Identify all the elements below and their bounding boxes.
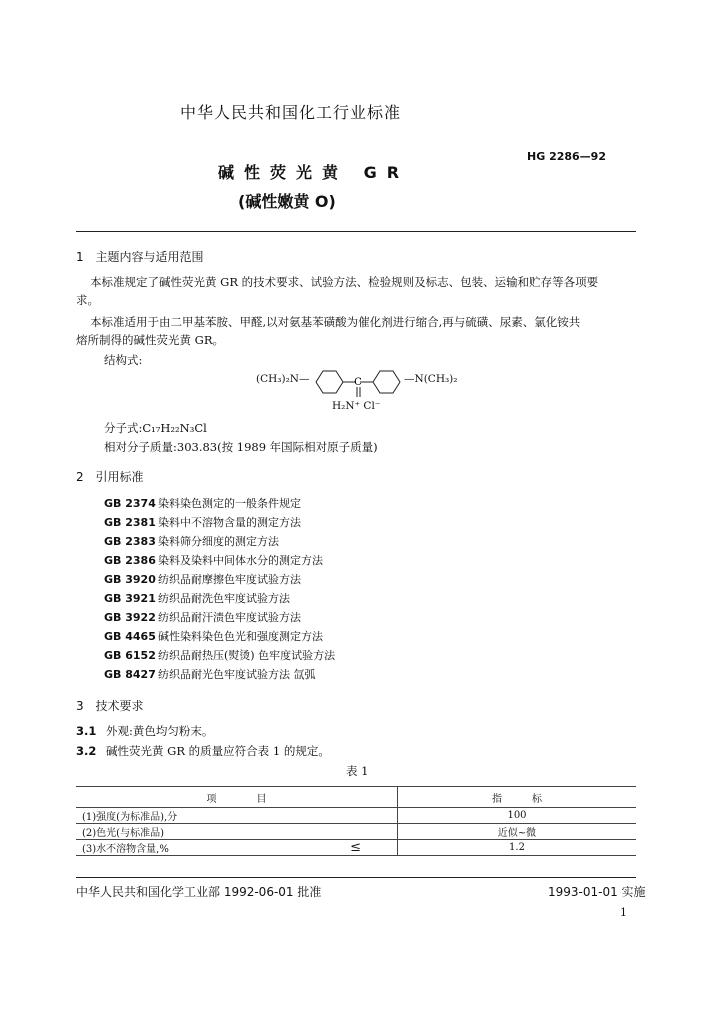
standard-row (104, 514, 301, 532)
section1-para1-line2: 求。 (76, 293, 99, 307)
standard-row (104, 552, 323, 570)
table-item-cell (76, 840, 398, 856)
standard-code: HG 2286—92 (527, 150, 606, 163)
section1-heading (76, 248, 203, 265)
page-number: 1 (620, 906, 627, 919)
standard-name-cell: 染料染色测定的一般条件规定 (158, 497, 301, 510)
section3-heading (76, 697, 143, 714)
standard-row (104, 647, 335, 665)
section1-title: 主题内容与适用范围 (95, 250, 204, 264)
section1-para2-line2: 熔所制得的碱性荧光黄 GR。 (76, 333, 224, 347)
table-item-text: (1)强度(为标准品),分 (82, 812, 178, 823)
structure-bottom-group: H₂N⁺ Cl⁻ (332, 400, 381, 412)
standard-name-cell: 纺织品耐洗色牢度试验方法 (158, 592, 290, 605)
structure-left-group: (CH₃)₂N— (256, 373, 310, 385)
structure-label: 结构式: (104, 353, 143, 367)
table-sign: ≤ (350, 840, 361, 855)
effective-date: 1993-01-01 实施 (548, 885, 646, 899)
table-row (76, 840, 636, 856)
table-row (76, 808, 636, 824)
standard-row (104, 666, 316, 684)
standard-name-cell: 染料中不溶物含量的测定方法 (158, 516, 301, 529)
standard-code-cell: GB 4465 (104, 630, 156, 643)
title-divider (76, 231, 636, 232)
standard-row (104, 628, 323, 646)
table-header-row (76, 787, 636, 808)
standard-name-cell: 染料及染料中间体水分的测定方法 (158, 554, 323, 567)
document-title: 碱性荧光黄 GR (218, 163, 410, 182)
document-subtitle: (碱性嫩黄 O) (238, 192, 336, 211)
clause-3-2-text: 碱性荧光黄 GR 的质量应符合表 1 的规定。 (106, 744, 330, 758)
approval-line: 中华人民共和国化学工业部 1992-06-01 批准 (76, 885, 322, 899)
clause-3-2 (76, 742, 330, 760)
clause-3-1-text: 外观:黄色均匀粉末。 (106, 724, 214, 738)
section1-number: 1 (76, 250, 84, 264)
standard-code-cell: GB 2386 (104, 554, 156, 567)
svg-text:C: C (354, 377, 362, 388)
table-caption: 表 1 (346, 764, 369, 778)
structure-diagram (312, 367, 404, 397)
standard-name-cell: 纺织品耐汗渍色牢度试验方法 (158, 611, 301, 624)
footer-divider (76, 877, 636, 878)
section2-heading (76, 468, 143, 485)
standard-code-cell: GB 2374 (104, 497, 156, 510)
table-item-cell (76, 824, 398, 840)
standard-name-cell: 纺织品耐光色牢度试验方法 氙弧 (158, 668, 316, 681)
standard-row (104, 495, 301, 513)
table-item-text: (3)水不溶物含量,% (82, 844, 169, 855)
standard-row (104, 609, 301, 627)
molecular-weight: 相对分子质量:303.83(按 1989 年国际相对原子质量) (104, 440, 378, 454)
standard-code-cell: GB 2381 (104, 516, 156, 529)
section3-title: 技术要求 (95, 699, 144, 713)
section2-number: 2 (76, 470, 84, 484)
molecular-formula: 分子式:C₁₇H₂₂N₃Cl (104, 421, 207, 435)
clause-3-1 (76, 722, 213, 740)
table-value-cell: 100 (398, 808, 637, 824)
clause-3-1-number: 3.1 (76, 724, 97, 738)
table-header-value: 指 标 (398, 787, 637, 808)
structure-right-group: —N(CH₃)₂ (404, 373, 458, 385)
standard-name-cell: 染料筛分细度的测定方法 (158, 535, 279, 548)
standard-code-cell: GB 2383 (104, 535, 156, 548)
standard-code-cell: GB 3921 (104, 592, 156, 605)
standard-row (104, 590, 290, 608)
quality-table (76, 786, 636, 856)
table-item-text: (2)色光(与标准品) (82, 828, 164, 839)
section1-para2-line1: 本标准适用于由二甲基苯胺、甲醛,以对氨基苯磺酸为催化剂进行缩合,再与硫磺、尿素、氯化铵共 (90, 315, 581, 329)
standard-name-cell: 碱性染料染色色光和强度测定方法 (158, 630, 323, 643)
table-header-item: 项 目 (76, 787, 398, 808)
section1-para1-line1: 本标准规定了碱性荧光黄 GR 的技术要求、试验方法、检验规则及标志、包装、运输和贮存等各项要 (90, 275, 599, 289)
standard-name-cell: 纺织品耐摩擦色牢度试验方法 (158, 573, 301, 586)
table-value-cell: 近似~微 (398, 824, 637, 840)
clause-3-2-number: 3.2 (76, 744, 97, 758)
standard-code-cell: GB 8427 (104, 668, 156, 681)
section2-title: 引用标准 (95, 470, 144, 484)
section3-number: 3 (76, 699, 84, 713)
standard-row (104, 533, 279, 551)
standard-code-cell: GB 3920 (104, 573, 156, 586)
standard-code-cell: GB 6152 (104, 649, 156, 662)
table-item-cell (76, 808, 398, 824)
standard-row (104, 571, 301, 589)
table-value-cell: 1.2 (398, 840, 637, 856)
standard-name-cell: 纺织品耐热压(熨烫) 色牢度试验方法 (158, 649, 336, 662)
table-row (76, 824, 636, 840)
standard-code-cell: GB 3922 (104, 611, 156, 624)
document-header: 中华人民共和国化工行业标准 (180, 103, 402, 122)
